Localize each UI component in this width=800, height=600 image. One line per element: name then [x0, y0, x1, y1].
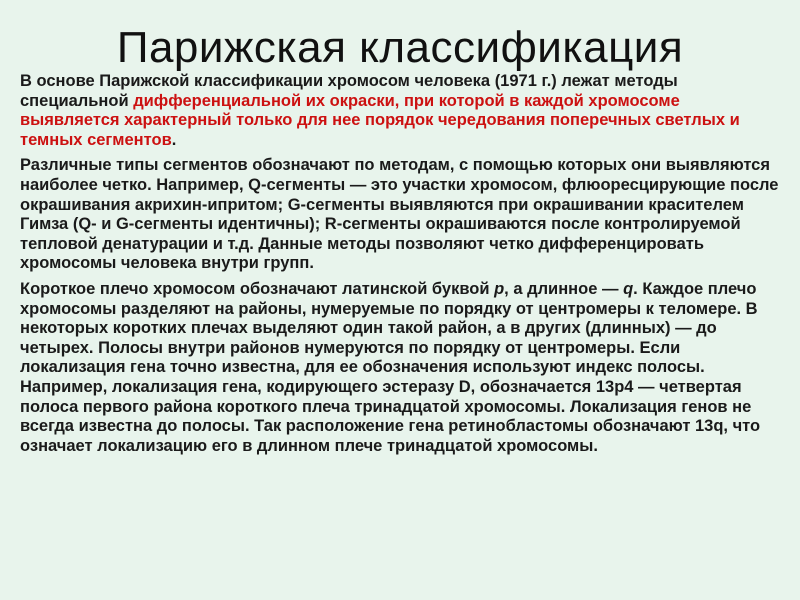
slide-body	[20, 72, 780, 462]
paragraph-3-text-a: Короткое плечо хромосом обозначают латинской буквой	[20, 279, 495, 298]
paragraph-1-text: В основе Парижской классификации хромосом человека (1971 г.) лежат методы специальной	[20, 72, 678, 110]
paragraph-paris-classification	[20, 72, 780, 150]
paragraph-segment-types: Различные типы сегментов обозначают по методам, с помощью которых они выявляются наиболее четко. Например, Q-сегменты — это участки хромосом, флюоресцирующие после окрашивания акрихин-ипритом; G-сегменты выявляются при окрашивании красителем Гимза (Q- и G-сегменты идентичны); R-сегменты окрашиваются после контролируемой тепловой денатурации и т.д. Данные методы позволяют четко дифференцировать хромосомы человека внутри групп.	[20, 156, 779, 273]
highlighted-definition: дифференциальной их окраски, при которой в каждой хромосоме выявляется характерный только для нее порядок чередования поперечных светлых и темных сегментов	[20, 91, 740, 149]
paragraph-chromosome-arms	[20, 280, 780, 456]
paragraph-1-end: .	[171, 130, 177, 149]
paragraph-3-text-b: , а длинное —	[504, 279, 624, 298]
paragraph-3-text-c: . Каждое плечо хромосомы разделяют на районы, нумеруемые по порядку от центромеры к теломере. В некоторых коротких плечах выделяют один такой район, а в других (длинных) — до четырех. Полосы внутри районов нумеруются по порядку от центромеры. Если локализация гена точно известна, для ее обозначения используют индекс полосы. Например, локализация гена, кодирующего эстеразу D, обозначается 13р4 — четвертая полоса первого района короткого плеча тринадцатой хромосомы. Локализация генов не всегда известна до полосы. Так расположение гена ретинобластомы обозначают 13q, что означает локализацию его в длинном плече тринадцатой хромосомы.	[20, 279, 761, 455]
short-arm-letter: р	[494, 279, 505, 298]
long-arm-letter: q	[623, 279, 634, 298]
slide-title: Парижская классификация	[116, 23, 684, 72]
